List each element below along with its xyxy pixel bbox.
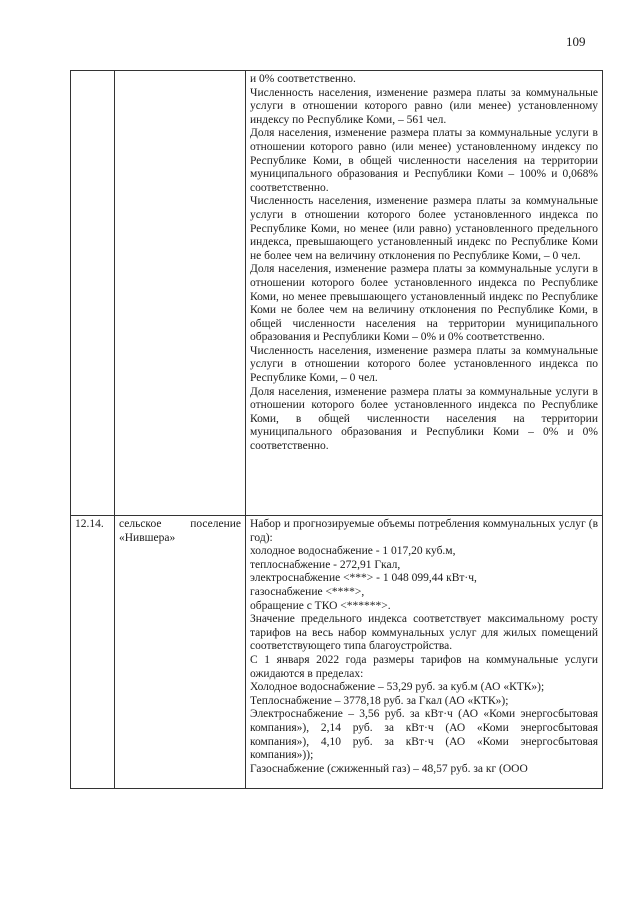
table-row <box>71 516 603 789</box>
paragraph: Электроснабжение – 3,56 руб. за кВт·ч (АО «Коми энергосбытовая компания»), 2,14 руб. за кВт·ч (АО «Коми энергосбытовая компания»), 4,10 руб. за кВт·ч (АО «Коми энергосбытовая компания»)); <box>250 708 598 762</box>
tariff-table <box>70 70 603 789</box>
paragraph: Газоснабжение (сжиженный газ) – 48,57 руб. за кг (ООО <box>250 762 528 775</box>
paragraph: Холодное водоснабжение – 53,29 руб. за куб.м (АО «КТК»); <box>250 681 545 694</box>
paragraph: Численность населения, изменение размера платы за коммунальные услуги в отношении которого более установленного индекса по Республике Коми, но менее (или равно) установленного предельного индекса, превышающего установленный индекс по Республике Коми не более чем на величину отклонения по Республике Коми, – 0 чел. <box>250 195 598 262</box>
consumption-line: обращение с ТКО <******>. <box>250 599 391 612</box>
paragraph: Доля населения, изменение размера платы за коммунальные услуги в отношении которого более установленного индекса по Республике Коми, но менее превышающего установленный индекс по Республике Коми не более чем на величину отклонения по Республике Коми, в общей численности населения на территории муниципального образования и Республики Коми – 0% и 0% соответственно. <box>250 263 598 344</box>
consumption-line: электроснабжение <***> - 1 048 099,44 кВт·ч, <box>250 572 477 585</box>
row-number: 12.14. <box>75 518 104 530</box>
paragraph: Доля населения, изменение размера платы за коммунальные услуги в отношении которого равно (или менее) установленному индексу по Республике Коми, в общей численности населения на территории муниципального образования и Республики Коми – 100% и 0,068% соответственно. <box>250 127 598 194</box>
location-cell <box>115 71 246 516</box>
paragraph: Теплоснабжение – 3778,18 руб. за Гкал (АО «КТК»); <box>250 694 509 707</box>
description-cell <box>246 71 603 516</box>
paragraph: Доля населения, изменение размера платы за коммунальные услуги в отношении которого более установленного индекса по Республике Коми, в общей численности населения на территории муниципального образования и Республики Коми – 0% и 0% соответственно. <box>250 385 598 453</box>
description-cell <box>246 516 603 789</box>
page-number: 109 <box>566 34 586 49</box>
consumption-line: теплоснабжение - 272,91 Гкал, <box>250 558 401 571</box>
location-text: сельское поселение «Нившера» <box>119 518 241 544</box>
table-row <box>71 71 603 516</box>
paragraph: Численность населения, изменение размера платы за коммунальные услуги в отношении которого более установленного индекса по Республике Коми, – 0 чел. <box>250 344 598 385</box>
consumption-line: холодное водоснабжение - 1 017,20 куб.м, <box>250 545 456 558</box>
consumption-line: газоснабжение <****>, <box>250 585 365 598</box>
paragraph: С 1 января 2022 года размеры тарифов на коммунальные услуги ожидаются в пределах: <box>250 653 598 680</box>
row-number-cell <box>71 516 115 789</box>
paragraph: Значение предельного индекса соответствует максимальному росту тарифов на весь набор коммунальных услуг для жилых помещений соответствующего типа благоустройства. <box>250 613 598 653</box>
row-number-cell <box>71 71 115 516</box>
location-cell <box>115 516 246 789</box>
paragraph: Набор и прогнозируемые объемы потребления коммунальных услуг (в год): <box>250 518 598 544</box>
paragraph: и 0% соответственно. <box>250 73 356 85</box>
paragraph: Численность населения, изменение размера платы за коммунальные услуги в отношении которого равно (или менее) установленному индексу по Республике Коми, – 561 чел. <box>250 86 598 126</box>
